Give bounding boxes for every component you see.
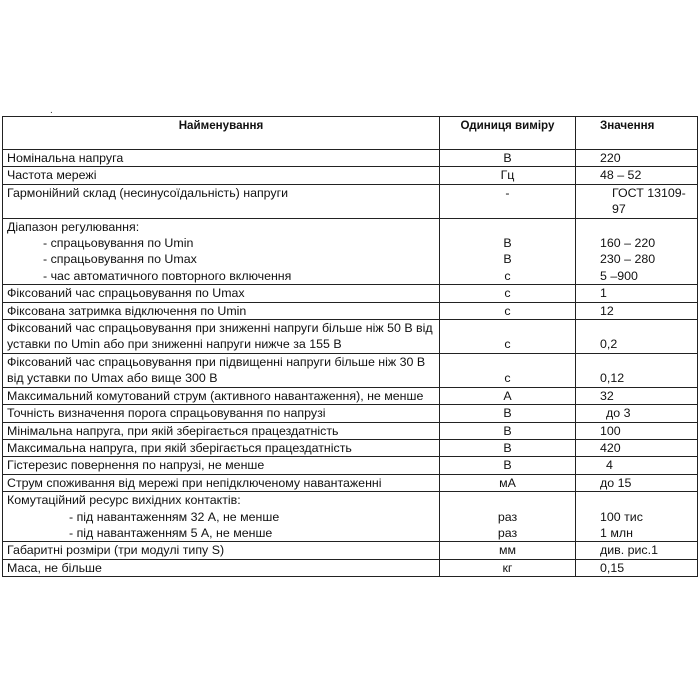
table-row [3, 302, 698, 319]
row-name: Номінальна напруга [3, 150, 440, 167]
row-unit: с [440, 285, 576, 302]
sub-item-unit: раз [497, 509, 518, 524]
row-unit [440, 218, 576, 285]
row-name: Гармонійний склад (несинусоїдальність) напруги [3, 184, 440, 218]
row-value: 420 [576, 439, 698, 456]
row-value: 1 [576, 285, 698, 302]
row-name: Фіксований час спрацьовування при зниженні напруги більше ніж 50 В від уставки по Umin або при зниженні напруги нижче за 155 В [3, 320, 440, 354]
sub-item-value: 160 – 220 [600, 236, 656, 251]
row-name: Фіксований час спрацьовування по Umax [3, 285, 440, 302]
stray-dot: . [50, 105, 53, 116]
table-row [3, 559, 698, 576]
table-row-group [3, 218, 698, 285]
table-row [3, 457, 698, 474]
table-row [3, 167, 698, 184]
row-value [576, 492, 698, 542]
sub-item-unit: В [503, 252, 512, 267]
row-value: до 15 [576, 474, 698, 491]
row-unit: - [440, 184, 576, 218]
row-name [3, 218, 440, 285]
row-name: Фіксована затримка відключення по Umin [3, 302, 440, 319]
row-value: 0,12 [576, 353, 698, 387]
row-unit: В [440, 457, 576, 474]
row-name [3, 492, 440, 542]
header-value: Значення [576, 117, 698, 150]
sub-item-unit: раз [497, 525, 518, 540]
row-unit: с [440, 320, 576, 354]
table-header-row [3, 117, 698, 150]
sub-item-name: - спрацьовування по Umax [43, 252, 197, 267]
row-name: Частота мережі [3, 167, 440, 184]
sub-item-value: 100 тис [600, 509, 643, 524]
row-unit: В [440, 150, 576, 167]
row-value: 100 [576, 422, 698, 439]
row-unit: кг [440, 559, 576, 576]
table-row [3, 405, 698, 422]
row-value: до 3 [576, 405, 698, 422]
row-name: Габаритні розміри (три модулі типу S) [3, 542, 440, 559]
row-value: 0,15 [576, 559, 698, 576]
row-value: ГОСТ 13109-97 [576, 184, 698, 218]
sub-item-name: - під навантаженням 5 А, не менше [69, 525, 273, 540]
sub-item-value: 230 – 280 [600, 252, 656, 267]
specifications-table [2, 116, 698, 577]
table-row [3, 320, 698, 354]
header-name: Найменування [3, 117, 440, 150]
row-unit: с [440, 302, 576, 319]
row-name: Точність визначення порога спрацьовування по напрузі [3, 405, 440, 422]
table-row [3, 353, 698, 387]
row-unit: с [440, 353, 576, 387]
sub-item-value: 5 –900 [600, 268, 638, 283]
row-value [576, 218, 698, 285]
row-value: 220 [576, 150, 698, 167]
sub-item-name: - час автоматичного повторного включення [43, 268, 292, 283]
sub-item-unit: В [503, 236, 512, 251]
row-unit: А [440, 387, 576, 404]
table-row [3, 184, 698, 218]
row-value: 12 [576, 302, 698, 319]
row-name: Фіксований час спрацьовування при підвищенні напруги більше ніж 30 В від уставки по Umax або вище 300 В [3, 353, 440, 387]
group-title: Діапазон регулювання: [7, 219, 140, 234]
row-name: Струм споживання від мережі при непідключеному навантаженні [3, 474, 440, 491]
row-name: Мінімальна напруга, при якій зберігається працездатність [3, 422, 440, 439]
row-name: Максимальний комутований струм (активного навантаження), не менше [3, 387, 440, 404]
row-value: 0,2 [576, 320, 698, 354]
row-value: див. рис.1 [576, 542, 698, 559]
sub-item-unit: с [504, 268, 511, 283]
sub-item-value: 1 млн [600, 525, 633, 540]
row-unit: мА [440, 474, 576, 491]
group-title: Комутаційний ресурс вихідних контактів: [7, 493, 241, 508]
table-row [3, 285, 698, 302]
row-unit [440, 492, 576, 542]
table-row [3, 150, 698, 167]
sub-item-name: - під навантаженням 32 А, не менше [69, 509, 280, 524]
row-name: Маса, не більше [3, 559, 440, 576]
row-unit: В [440, 405, 576, 422]
row-name: Гістерезис повернення по напрузі, не менше [3, 457, 440, 474]
sub-item-name: - спрацьовування по Umin [43, 236, 194, 251]
row-unit: В [440, 422, 576, 439]
row-unit: В [440, 439, 576, 456]
table-row-group [3, 492, 698, 542]
table-row [3, 542, 698, 559]
table-row [3, 387, 698, 404]
row-name: Максимальна напруга, при якій зберігається працездатність [3, 439, 440, 456]
table-row [3, 439, 698, 456]
table-row [3, 474, 698, 491]
header-unit: Одиниця виміру [440, 117, 576, 150]
table-row [3, 422, 698, 439]
row-value: 4 [576, 457, 698, 474]
row-value: 48 – 52 [576, 167, 698, 184]
row-unit: Гц [440, 167, 576, 184]
row-value: 32 [576, 387, 698, 404]
row-unit: мм [440, 542, 576, 559]
